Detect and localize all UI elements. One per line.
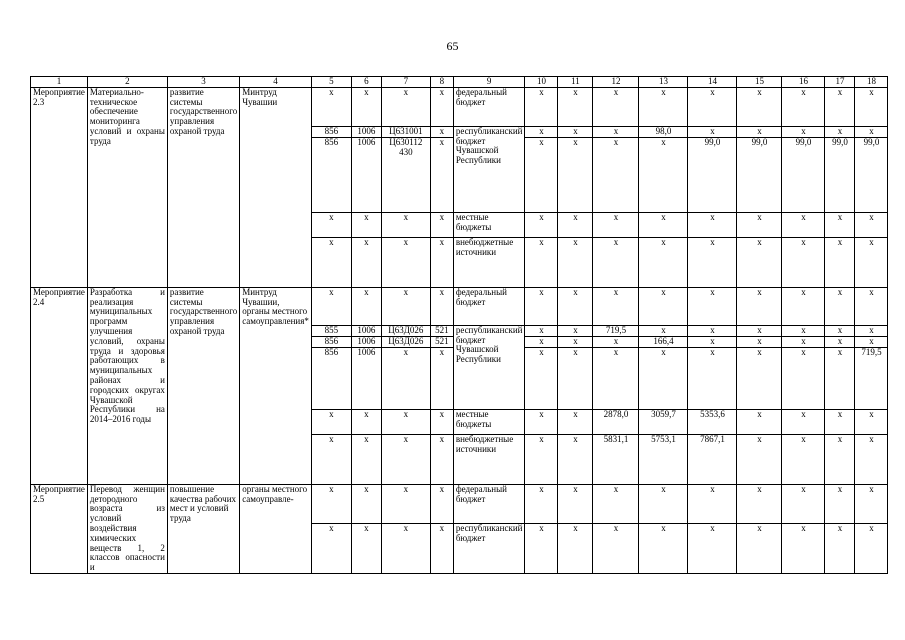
cell-value: х xyxy=(525,237,558,287)
cell-expense-type: х xyxy=(430,434,453,484)
cell-value: х xyxy=(855,524,888,574)
cell-value: х xyxy=(525,409,558,434)
col-header: 16 xyxy=(782,77,825,88)
cell-section: 1006 xyxy=(351,325,381,336)
cell-value: х xyxy=(558,484,593,523)
cell-value: х xyxy=(639,212,688,237)
cell-grbs: х xyxy=(311,484,351,523)
cell-value: х xyxy=(688,484,737,523)
table-row xyxy=(31,287,888,325)
cell-source: республиканский бюджет xyxy=(453,524,525,574)
cell-value: х xyxy=(593,524,639,574)
cell-value: х xyxy=(825,524,855,574)
cell-value: х xyxy=(825,336,855,347)
cell-value: х xyxy=(593,87,639,126)
cell-target: х xyxy=(381,434,430,484)
cell-value: х xyxy=(688,237,737,287)
event-executor: органы местного самоуправле- xyxy=(240,484,312,573)
cell-value: х xyxy=(558,212,593,237)
cell-value: х xyxy=(525,87,558,126)
col-header: 4 xyxy=(240,77,312,88)
col-header: 17 xyxy=(825,77,855,88)
cell-value: 99,0 xyxy=(782,137,825,212)
cell-value: х xyxy=(525,325,558,336)
cell-section: 1006 xyxy=(351,126,381,137)
col-header: 3 xyxy=(167,77,239,88)
cell-value: х xyxy=(825,325,855,336)
cell-target: х xyxy=(381,524,430,574)
page-number: 65 xyxy=(446,39,459,53)
cell-grbs: х xyxy=(311,524,351,574)
cell-value: х xyxy=(639,237,688,287)
cell-value: х xyxy=(558,237,593,287)
cell-value: х xyxy=(855,237,888,287)
cell-value: х xyxy=(782,434,825,484)
event-executor: Минтруд Чувашии, органы местного самоуправления* xyxy=(240,287,312,484)
cell-value: х xyxy=(737,212,782,237)
cell-target: Ц63Д026 xyxy=(381,325,430,336)
cell-value: х xyxy=(855,434,888,484)
cell-source: внебюджетные источники xyxy=(453,434,525,484)
cell-value: х xyxy=(855,87,888,126)
col-header: 7 xyxy=(381,77,430,88)
cell-expense-type: х xyxy=(430,484,453,523)
col-header: 13 xyxy=(639,77,688,88)
cell-target: Ц631001 xyxy=(381,126,430,137)
col-header: 10 xyxy=(525,77,558,88)
cell-section: х xyxy=(351,287,381,325)
cell-value: х xyxy=(558,126,593,137)
cell-expense-type: х xyxy=(430,87,453,126)
cell-value: х xyxy=(593,137,639,212)
cell-value: х xyxy=(782,212,825,237)
cell-target: Ц630112 430 xyxy=(381,137,430,212)
cell-value: х xyxy=(855,325,888,336)
cell-grbs: 856 xyxy=(311,336,351,347)
cell-value: 3059,7 xyxy=(639,409,688,434)
cell-value: х xyxy=(525,524,558,574)
cell-value: х xyxy=(825,409,855,434)
event-name: Разработка и реализация муниципальных программ улучшения условий, охраны труда и здоровья работающих в муниципальных районах и городских округах Чувашской Республики на 2014–2016 годы xyxy=(87,287,167,484)
cell-value: х xyxy=(525,434,558,484)
cell-value: х xyxy=(688,87,737,126)
cell-expense-type: 521 xyxy=(430,325,453,336)
cell-expense-type: х xyxy=(430,212,453,237)
cell-value: х xyxy=(855,409,888,434)
cell-value: х xyxy=(825,484,855,523)
cell-value: 166,4 xyxy=(639,336,688,347)
col-header: 8 xyxy=(430,77,453,88)
cell-value: х xyxy=(639,137,688,212)
cell-value: х xyxy=(782,287,825,325)
cell-value: х xyxy=(737,347,782,409)
cell-value: х xyxy=(639,347,688,409)
event-executor: Минтруд Чувашии xyxy=(240,87,312,287)
event-goal: развитие системы государственного управления охраной труда xyxy=(167,87,239,287)
cell-value: х xyxy=(782,126,825,137)
cell-grbs: х xyxy=(311,212,351,237)
cell-value: х xyxy=(688,524,737,574)
cell-value: 5353,6 xyxy=(688,409,737,434)
cell-value: х xyxy=(558,524,593,574)
cell-value: х xyxy=(782,524,825,574)
cell-value: х xyxy=(525,347,558,409)
cell-expense-type: х xyxy=(430,347,453,409)
cell-grbs: х xyxy=(311,287,351,325)
col-header: 2 xyxy=(87,77,167,88)
cell-value: 99,0 xyxy=(737,137,782,212)
cell-value: х xyxy=(782,347,825,409)
event-id: Мероприятие 2.5 xyxy=(31,484,88,573)
cell-value: х xyxy=(782,325,825,336)
cell-grbs: 856 xyxy=(311,347,351,409)
cell-source: местные бюджеты xyxy=(453,212,525,237)
cell-target: х xyxy=(381,87,430,126)
cell-expense-type: 521 xyxy=(430,336,453,347)
event-id: Мероприятие 2.4 xyxy=(31,287,88,484)
cell-section: х xyxy=(351,237,381,287)
cell-value: х xyxy=(688,287,737,325)
col-header: 11 xyxy=(558,77,593,88)
cell-value: 7867,1 xyxy=(688,434,737,484)
cell-value: х xyxy=(593,237,639,287)
cell-section: х xyxy=(351,87,381,126)
cell-value: х xyxy=(737,336,782,347)
cell-target: х xyxy=(381,347,430,409)
col-header: 9 xyxy=(453,77,525,88)
cell-value: х xyxy=(782,87,825,126)
cell-value: 99,0 xyxy=(688,137,737,212)
cell-value: 719,5 xyxy=(855,347,888,409)
cell-section: х xyxy=(351,434,381,484)
cell-value: х xyxy=(639,325,688,336)
cell-section: х xyxy=(351,524,381,574)
event-id: Мероприятие 2.3 xyxy=(31,87,88,287)
col-header: 1 xyxy=(31,77,88,88)
cell-section: 1006 xyxy=(351,137,381,212)
cell-value: х xyxy=(558,336,593,347)
cell-expense-type: х xyxy=(430,237,453,287)
cell-value: х xyxy=(688,126,737,137)
col-header: 18 xyxy=(855,77,888,88)
cell-source: федеральный бюджет xyxy=(453,287,525,325)
cell-value: х xyxy=(737,126,782,137)
cell-value: х xyxy=(782,336,825,347)
cell-value: х xyxy=(825,287,855,325)
event-goal: повышение качества рабочих мест и условий труда xyxy=(167,484,239,573)
cell-value: х xyxy=(737,409,782,434)
cell-value: х xyxy=(782,237,825,287)
cell-value: х xyxy=(558,409,593,434)
cell-value: х xyxy=(825,347,855,409)
cell-section: 1006 xyxy=(351,347,381,409)
cell-value: х xyxy=(593,212,639,237)
cell-section: х xyxy=(351,484,381,523)
cell-section: х xyxy=(351,409,381,434)
event-name: Перевод женщин детородного возраста из условий воздействия химических веществ 1, 2 классов опасности и xyxy=(87,484,167,573)
cell-value: х xyxy=(593,347,639,409)
cell-value: х xyxy=(688,325,737,336)
cell-section: 1006 xyxy=(351,336,381,347)
cell-value: 99,0 xyxy=(855,137,888,212)
cell-grbs: х xyxy=(311,237,351,287)
cell-value: х xyxy=(855,484,888,523)
cell-source: федеральный бюджет xyxy=(453,87,525,126)
cell-value: х xyxy=(639,484,688,523)
cell-source: республиканский бюджет Чувашской Республики xyxy=(453,325,525,409)
cell-value: х xyxy=(593,336,639,347)
event-goal: развитие системы государственного управления охраной труда xyxy=(167,287,239,484)
cell-grbs: х xyxy=(311,87,351,126)
cell-value: х xyxy=(825,87,855,126)
col-header: 15 xyxy=(737,77,782,88)
col-header: 14 xyxy=(688,77,737,88)
budget-table xyxy=(30,76,888,574)
cell-expense-type: х xyxy=(430,126,453,137)
cell-value: 99,0 xyxy=(825,137,855,212)
cell-target: х xyxy=(381,212,430,237)
cell-value: х xyxy=(737,87,782,126)
cell-value: х xyxy=(855,336,888,347)
cell-value: х xyxy=(737,325,782,336)
cell-section: х xyxy=(351,212,381,237)
cell-value: х xyxy=(825,212,855,237)
cell-value: х xyxy=(825,237,855,287)
cell-source: федеральный бюджет xyxy=(453,484,525,523)
cell-value: 5831,1 xyxy=(593,434,639,484)
cell-value: х xyxy=(525,336,558,347)
cell-value: х xyxy=(737,287,782,325)
cell-value: х xyxy=(558,287,593,325)
cell-value: х xyxy=(558,87,593,126)
cell-value: х xyxy=(688,347,737,409)
cell-source: местные бюджеты xyxy=(453,409,525,434)
cell-value: 2878,0 xyxy=(593,409,639,434)
cell-target: Ц63Д026 xyxy=(381,336,430,347)
cell-value: х xyxy=(855,287,888,325)
cell-value: 719,5 xyxy=(593,325,639,336)
cell-target: х xyxy=(381,484,430,523)
cell-expense-type: х xyxy=(430,137,453,212)
event-name: Материально-техническое обеспечение мониторинга условий и охраны труда xyxy=(87,87,167,287)
cell-grbs: 855 xyxy=(311,325,351,336)
cell-value: х xyxy=(737,237,782,287)
cell-value: х xyxy=(639,524,688,574)
cell-value: х xyxy=(558,137,593,212)
cell-target: х xyxy=(381,287,430,325)
cell-value: х xyxy=(782,409,825,434)
cell-value: х xyxy=(558,325,593,336)
cell-grbs: х xyxy=(311,409,351,434)
cell-target: х xyxy=(381,409,430,434)
cell-expense-type: х xyxy=(430,287,453,325)
table-row xyxy=(31,87,888,126)
cell-value: х xyxy=(639,287,688,325)
cell-value: х xyxy=(593,126,639,137)
cell-target: х xyxy=(381,237,430,287)
cell-value: х xyxy=(855,126,888,137)
col-header: 12 xyxy=(593,77,639,88)
cell-value: х xyxy=(558,347,593,409)
cell-value: х xyxy=(639,87,688,126)
cell-value: х xyxy=(525,137,558,212)
cell-source: республиканский бюджет Чувашской Республики xyxy=(453,126,525,212)
cell-value: 5753,1 xyxy=(639,434,688,484)
cell-value: х xyxy=(737,524,782,574)
cell-grbs: х xyxy=(311,434,351,484)
cell-value: х xyxy=(558,434,593,484)
cell-value: х xyxy=(525,484,558,523)
cell-value: х xyxy=(593,484,639,523)
cell-value: х xyxy=(525,287,558,325)
cell-value: х xyxy=(825,126,855,137)
cell-value: х xyxy=(688,212,737,237)
cell-value: х xyxy=(825,434,855,484)
cell-value: 98,0 xyxy=(639,126,688,137)
header-row xyxy=(31,77,888,88)
cell-expense-type: х xyxy=(430,524,453,574)
cell-value: х xyxy=(737,484,782,523)
cell-grbs: 856 xyxy=(311,137,351,212)
col-header: 6 xyxy=(351,77,381,88)
cell-value: х xyxy=(525,126,558,137)
cell-source: внебюджетные источники xyxy=(453,237,525,287)
cell-value: х xyxy=(593,287,639,325)
cell-value: х xyxy=(525,212,558,237)
col-header: 5 xyxy=(311,77,351,88)
cell-grbs: 856 xyxy=(311,126,351,137)
cell-value: х xyxy=(782,484,825,523)
cell-value: х xyxy=(855,212,888,237)
cell-value: х xyxy=(737,434,782,484)
cell-value: х xyxy=(688,336,737,347)
table-row xyxy=(31,484,888,523)
cell-expense-type: х xyxy=(430,409,453,434)
